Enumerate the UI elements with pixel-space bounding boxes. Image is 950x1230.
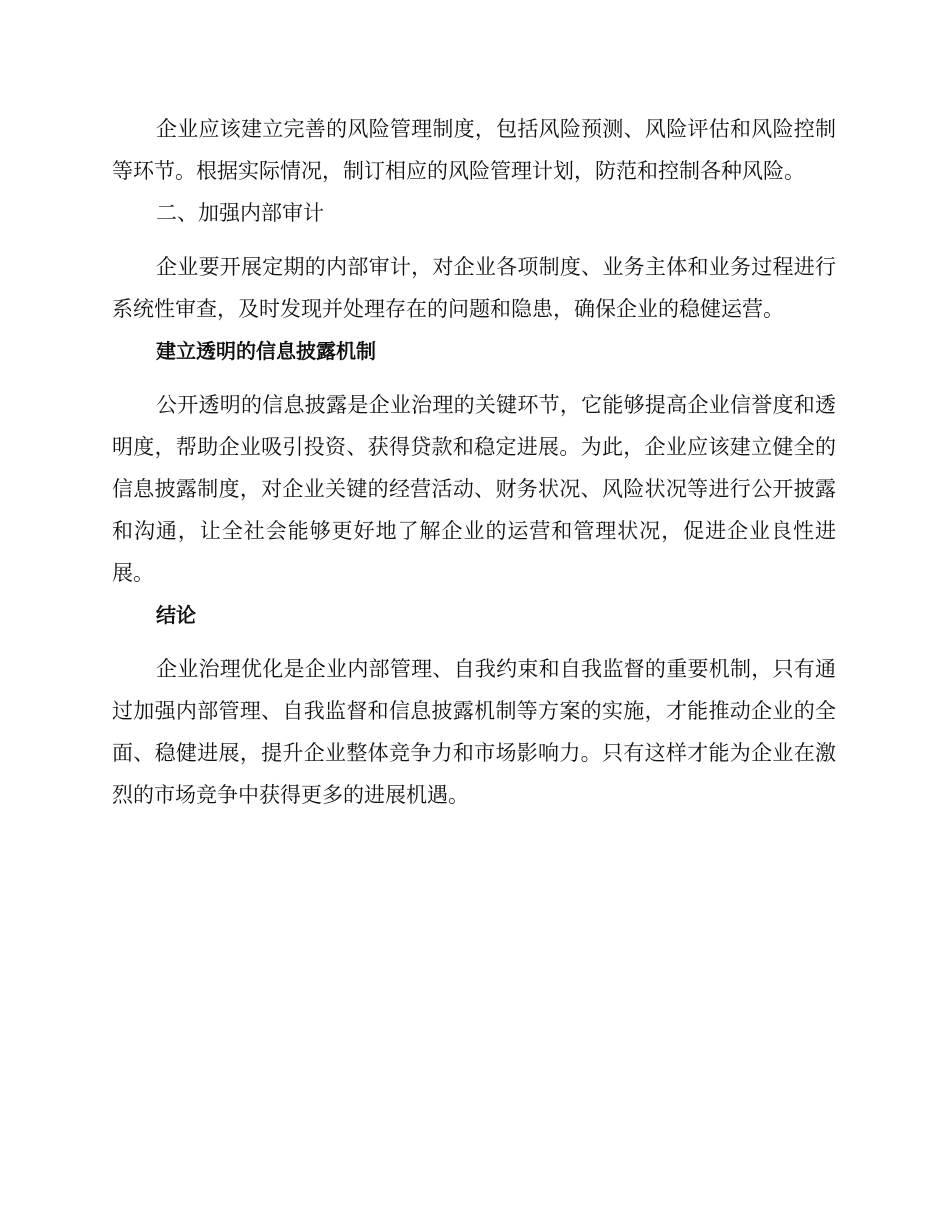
paragraph-risk-management: 企业应该建立完善的风险管理制度，包括风险预测、风险评估和风险控制等环节。根据实际情况，制订相应的风险管理计划，防范和控制各种风险。: [112, 117, 836, 183]
section-heading-conclusion: 结论: [156, 603, 196, 627]
paragraph-disclosure: 公开透明的信息披露是企业治理的关键环节，它能够提高企业信誉度和透明度，帮助企业吸引投资、获得贷款和稳定进展。为此，企业应该建立健全的信息披露制度，对企业关键的经营活动、财务状况、风险状况等进行公开披露和沟通，让全社会能够更好地了解企业的运营和管理状况，促进企业良性进展。: [112, 393, 836, 585]
paragraph-internal-audit: 企业要开展定期的内部审计，对企业各项制度、业务主体和业务过程进行系统性审查，及时发现并处理存在的问题和隐患，确保企业的稳健运营。: [112, 255, 836, 321]
section-heading-disclosure: 建立透明的信息披露机制: [156, 339, 376, 363]
section-heading-internal-audit: 二、加强内部审计: [156, 201, 324, 225]
document-body: [112, 108, 836, 816]
paragraph-conclusion: 企业治理优化是企业内部管理、自我约束和自我监督的重要机制，只有通过加强内部管理、自我监督和信息披露机制等方案的实施，才能推动企业的全面、稳健进展，提升企业整体竞争力和市场影响力。只有这样才能为企业在激烈的市场竞争中获得更多的进展机遇。: [112, 657, 836, 807]
